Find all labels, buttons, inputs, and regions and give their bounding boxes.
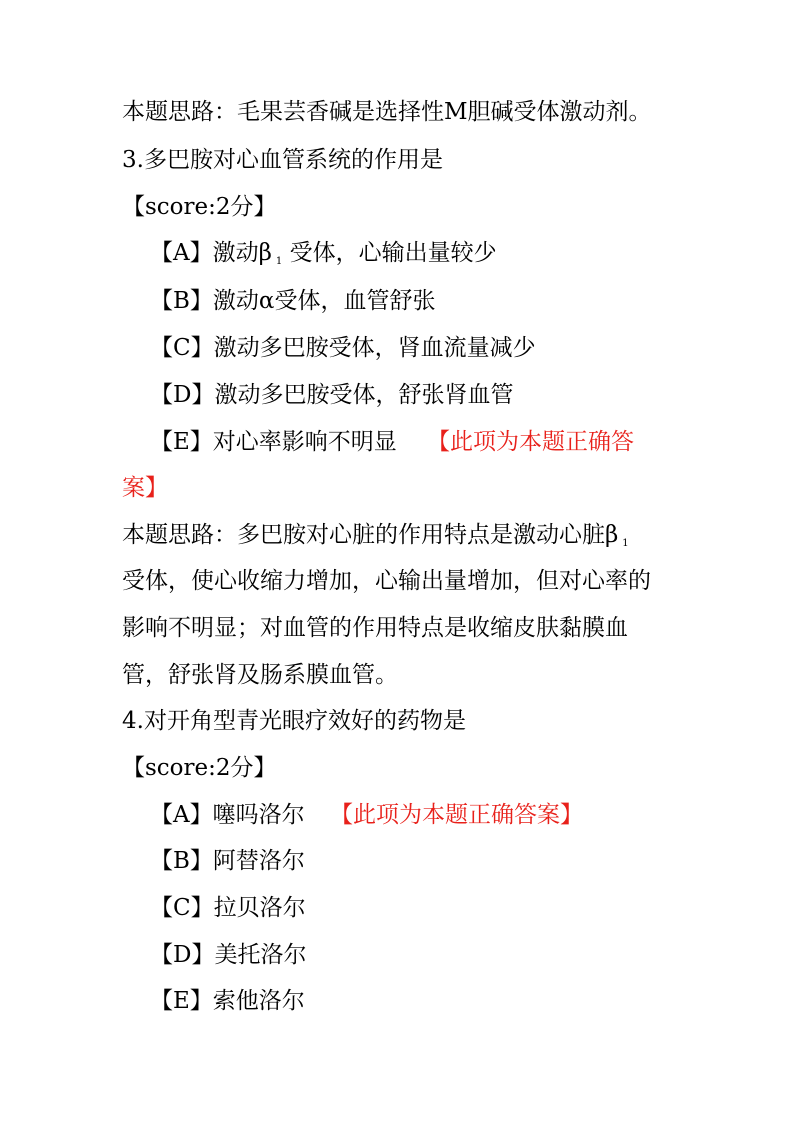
option-label: 【A】 [150, 802, 213, 828]
prev-explanation: 本题思路：毛果芸香碱是选择性M胆碱受体激动剂。 [122, 99, 652, 125]
option-text: 美托洛尔 [214, 942, 307, 968]
option-text-rest: 受体，心输出量较少 [289, 240, 497, 266]
option-text: 拉贝洛尔 [213, 895, 306, 921]
option-text: 噻吗洛尔 [212, 802, 305, 828]
q3-option-c [150, 333, 536, 363]
q3-explanation-line4: 管，舒张肾及肠系膜血管。 [122, 662, 398, 688]
q3-option-a [150, 238, 497, 277]
option-label: 【A】 [150, 240, 213, 266]
option-label: 【E】 [150, 988, 213, 1014]
option-text: 激动β [212, 240, 272, 266]
correct-answer-marker: 【此项为本题正确答 [427, 429, 634, 455]
q3-explanation-line3: 影响不明显；对血管的作用特点是收缩皮肤黏膜血 [122, 615, 628, 641]
q3-explanation-line2: 受体，使心收缩力增加，心输出量增加，但对心率的 [122, 568, 651, 594]
q3-explanation-line1 [122, 520, 629, 559]
option-label: 【B】 [150, 848, 213, 874]
q4-option-b [150, 846, 305, 876]
q3-option-d [150, 380, 513, 410]
option-text: 对心率影响不明显 [212, 429, 397, 455]
q3-option-e [150, 427, 397, 457]
correct-answer-marker: 【此项为本题正确答案】 [330, 802, 583, 828]
option-label: 【C】 [150, 895, 214, 921]
option-label: 【D】 [150, 382, 215, 408]
q4-option-d [150, 940, 306, 970]
option-text: 激动α受体，血管舒张 [212, 288, 436, 314]
q3-option-b [150, 286, 435, 316]
option-text: 索他洛尔 [212, 988, 305, 1014]
option-label: 【B】 [150, 288, 213, 314]
option-label: 【C】 [150, 335, 214, 361]
question-4-title: 4.对开角型青光眼疗效好的药物是 [122, 708, 466, 734]
q4-option-a [150, 800, 305, 830]
question-3-score: 【score:2分】 [122, 194, 277, 220]
option-text: 阿替洛尔 [212, 848, 305, 874]
option-text: 激动多巴胺受体，舒张肾血管 [214, 382, 514, 408]
correct-answer-marker-cont: 案】 [122, 475, 168, 501]
option-label: 【D】 [150, 942, 215, 968]
subscript: 1 [622, 538, 629, 549]
question-3-title: 3.多巴胺对心血管系统的作用是 [122, 147, 443, 173]
question-4-score: 【score:2分】 [122, 755, 277, 781]
option-text: 激动多巴胺受体，肾血流量减少 [213, 335, 536, 361]
q4-option-e [150, 986, 305, 1016]
q4-option-c [150, 893, 306, 923]
option-label: 【E】 [150, 429, 213, 455]
explanation-text: 本题思路：多巴胺对心脏的作用特点是激动心脏β [122, 522, 619, 548]
subscript: 1 [275, 256, 283, 267]
